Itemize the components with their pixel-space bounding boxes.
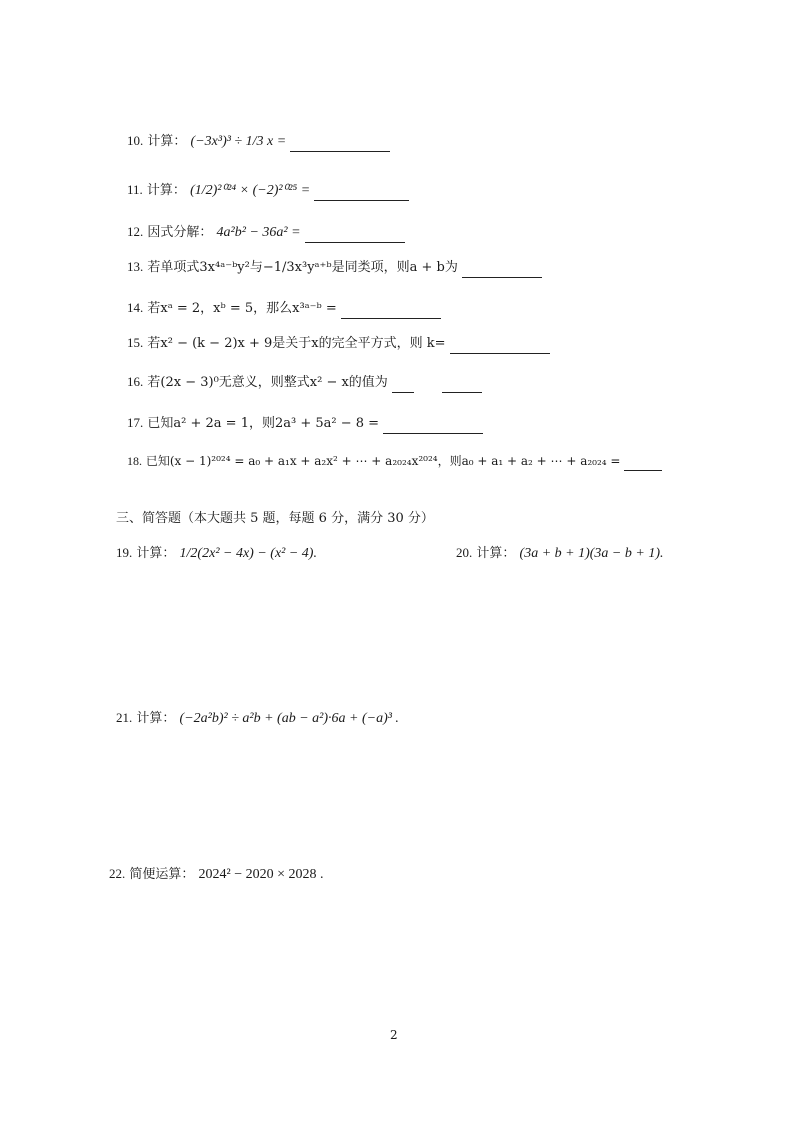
problem-label: 因式分解： (147, 225, 213, 240)
problem-label: 计算： (136, 711, 176, 726)
problem-14 (127, 298, 441, 319)
problem-expression: (−3x³)³ ÷ 1/3 x = (190, 134, 287, 149)
problem-13 (127, 257, 542, 278)
answer-blank[interactable] (341, 304, 441, 319)
problem-expression: (−2a²b)² ÷ a²b + (ab − a²)·6a + (−a)³ . (179, 711, 399, 726)
problem-number: 10. (127, 133, 144, 148)
problem-16 (127, 372, 482, 393)
problem-number: 20. (456, 545, 473, 560)
problem-number: 16. (127, 374, 144, 389)
problem-expression: 4a²b² − 36a² = (216, 225, 301, 240)
problem-11 (127, 180, 409, 201)
problem-text: 若(2x − 3)⁰无意义，则整式x² − x的值为 (147, 375, 388, 390)
answer-blank[interactable] (624, 456, 662, 471)
problem-22 (109, 864, 324, 885)
problem-label: 计算： (147, 134, 187, 149)
problem-number: 12. (127, 224, 144, 239)
problem-expression: (3a + b + 1)(3a − b + 1). (519, 546, 664, 561)
answer-blank[interactable] (392, 378, 414, 393)
answer-blank[interactable] (290, 137, 390, 152)
problem-label: 简便运算： (129, 867, 195, 882)
problem-15 (127, 333, 550, 354)
problem-text: 若x² − (k − 2)x + 9是关于x的完全平方式，则 k= (147, 336, 446, 351)
problem-20 (456, 543, 663, 564)
problem-21 (116, 708, 399, 729)
problem-17 (127, 413, 483, 434)
answer-blank[interactable] (305, 228, 405, 243)
answer-blank[interactable] (314, 186, 409, 201)
problem-19 (116, 543, 317, 564)
problem-number: 15. (127, 335, 144, 350)
problem-number: 11. (127, 182, 143, 197)
page-number: 2 (390, 1028, 398, 1042)
problem-10 (127, 131, 390, 152)
problem-label: 计算： (146, 183, 186, 198)
problem-number: 14. (127, 300, 144, 315)
problem-text: 若单项式3x⁴ᵃ⁻ᵇy²与−1/3x³yᵃ⁺ᵇ是同类项，则a + b为 (147, 260, 458, 275)
problem-number: 22. (109, 866, 126, 881)
answer-blank[interactable] (442, 378, 482, 393)
problem-number: 18. (127, 454, 142, 468)
problem-text: 已知(x − 1)²⁰²⁴ = a₀ + a₁x + a₂x² + ⋯ + a₂₀₂₄x²⁰²⁴，则a₀ + a₁ + a₂ + ⋯ + a₂₀₂₄ = (145, 454, 621, 468)
answer-blank[interactable] (383, 419, 483, 434)
answer-blank[interactable] (462, 263, 542, 278)
answer-blank[interactable] (450, 339, 550, 354)
problem-expression: 1/2(2x² − 4x) − (x² − 4). (179, 546, 317, 561)
problem-12 (127, 222, 405, 243)
problem-number: 17. (127, 415, 144, 430)
problem-text: 已知a² + 2a = 1，则2a³ + 5a² − 8 = (147, 416, 380, 431)
problem-18 (127, 451, 662, 471)
problem-expression: 2024² − 2020 × 2028 . (198, 867, 324, 882)
problem-number: 21. (116, 710, 133, 725)
section-heading: 三、简答题（本大题共 5 题，每题 6 分，满分 30 分） (116, 511, 434, 526)
problem-text: 若xᵃ = 2，xᵇ = 5，那么x³ᵃ⁻ᵇ = (147, 301, 337, 316)
problem-number: 19. (116, 545, 133, 560)
problem-label: 计算： (476, 546, 516, 561)
problem-label: 计算： (136, 546, 176, 561)
problem-expression: (1/2)²⁰²⁴ × (−2)²⁰²⁵ = (190, 183, 311, 198)
problem-number: 13. (127, 259, 144, 274)
